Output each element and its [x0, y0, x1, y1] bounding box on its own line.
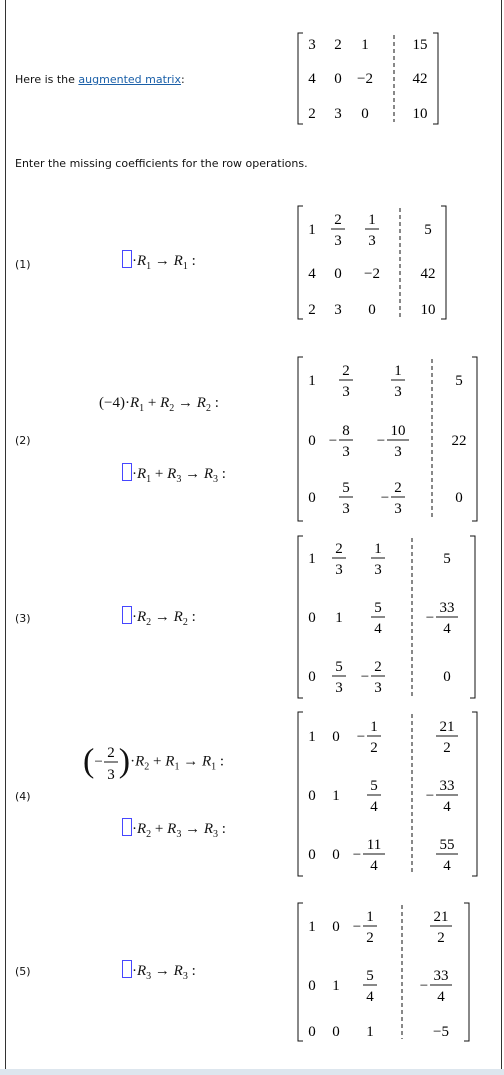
svg-text:4: 4 [443, 858, 451, 874]
step-label-4: (4) [15, 790, 31, 803]
svg-text:5: 5 [374, 600, 382, 616]
entry-r1-c3 [353, 909, 377, 946]
svg-text:−: − [356, 729, 366, 745]
svg-text:3: 3 [368, 233, 376, 249]
svg-text:55: 55 [439, 837, 455, 853]
svg-text:42: 42 [412, 71, 428, 87]
svg-text:33: 33 [439, 600, 455, 616]
svg-text:11: 11 [366, 837, 382, 853]
augmented-matrix-link[interactable]: augmented matrix [78, 73, 181, 86]
svg-text:−: − [419, 978, 429, 994]
entry-r1-c4 [430, 909, 452, 946]
svg-text:4: 4 [370, 858, 378, 874]
svg-text:5: 5 [455, 373, 463, 389]
svg-text:1: 1 [374, 541, 382, 557]
svg-text:1: 1 [308, 919, 316, 935]
left-bracket [298, 903, 303, 1041]
entry-r3-c4 [433, 1024, 449, 1040]
svg-text:0: 0 [308, 978, 316, 994]
svg-text:42: 42 [420, 266, 436, 282]
svg-text:−: − [328, 433, 338, 449]
svg-text:3: 3 [394, 501, 402, 517]
svg-text:2: 2 [334, 212, 342, 228]
svg-text:−: − [352, 847, 362, 863]
svg-text:2: 2 [308, 302, 316, 318]
svg-text:−2: −2 [364, 266, 380, 282]
row-op-4a: (− 2 3 )$\cdot R_2 + R_1 \to R_1$ : [83, 742, 225, 782]
svg-text:3: 3 [394, 384, 402, 400]
svg-text:0: 0 [332, 729, 340, 745]
svg-text:2: 2 [335, 541, 343, 557]
svg-text:3: 3 [334, 302, 342, 318]
row-op-3: $\cdot R_2 \to R_2$ : [122, 606, 196, 628]
step-label-1: (1) [15, 258, 31, 271]
svg-text:0: 0 [455, 490, 463, 506]
svg-text:5: 5 [424, 222, 432, 238]
svg-text:4: 4 [308, 71, 316, 87]
row-op-2b: $\cdot R_1 + R_3 \to R_3$ : [122, 463, 226, 485]
svg-text:22: 22 [451, 433, 467, 449]
svg-text:5: 5 [335, 659, 343, 675]
svg-text:33: 33 [433, 968, 449, 984]
svg-text:0: 0 [308, 847, 316, 863]
svg-text:0: 0 [361, 106, 369, 122]
step-label-5: (5) [15, 965, 31, 978]
svg-text:0: 0 [332, 1024, 340, 1040]
svg-text:1: 1 [394, 363, 402, 379]
svg-text:3: 3 [342, 501, 350, 517]
svg-text:−: − [425, 788, 435, 804]
entry-r1-c1 [308, 919, 316, 935]
svg-text:10: 10 [412, 106, 428, 122]
svg-text:0: 0 [308, 610, 316, 626]
svg-text:21: 21 [433, 909, 449, 925]
svg-text:1: 1 [370, 719, 378, 735]
svg-text:5: 5 [443, 551, 451, 567]
svg-text:0: 0 [308, 490, 316, 506]
svg-text:3: 3 [334, 233, 342, 249]
entry-r3-c1 [308, 1024, 316, 1040]
svg-text:−5: −5 [433, 1024, 449, 1040]
svg-text:2: 2 [342, 363, 350, 379]
entry-r3-c3 [366, 1024, 374, 1040]
svg-text:2: 2 [374, 659, 382, 675]
svg-text:2: 2 [308, 106, 316, 122]
svg-text:0: 0 [443, 669, 451, 685]
svg-text:0: 0 [308, 788, 316, 804]
svg-text:3: 3 [374, 680, 382, 696]
step-label-3: (3) [15, 612, 31, 625]
svg-text:4: 4 [443, 799, 451, 815]
row-op-4b: $\cdot R_2 + R_3 \to R_3$ : [122, 818, 226, 840]
row-op-5: $\cdot R_3 \to R_3$ : [122, 960, 196, 982]
svg-text:33: 33 [439, 778, 455, 794]
right-bracket [464, 903, 469, 1041]
svg-text:5: 5 [342, 480, 350, 496]
svg-text:10: 10 [420, 302, 436, 318]
svg-text:1: 1 [308, 551, 316, 567]
svg-text:3: 3 [342, 384, 350, 400]
svg-text:0: 0 [308, 669, 316, 685]
svg-text:0: 0 [308, 1024, 316, 1040]
svg-text:2: 2 [437, 930, 445, 946]
svg-text:2: 2 [394, 480, 402, 496]
svg-text:0: 0 [332, 919, 340, 935]
svg-text:4: 4 [370, 799, 378, 815]
svg-text:10: 10 [390, 423, 406, 439]
svg-text:3: 3 [107, 767, 115, 782]
svg-text:4: 4 [366, 989, 374, 1005]
svg-text:3: 3 [374, 562, 382, 578]
svg-text:4: 4 [374, 621, 382, 637]
svg-text:−: − [352, 919, 362, 935]
svg-text:−: − [425, 610, 435, 626]
svg-text:0: 0 [308, 433, 316, 449]
svg-text:4: 4 [437, 989, 445, 1005]
svg-text:0: 0 [368, 302, 376, 318]
instruction-text: Enter the missing coefficients for the row operations. [15, 157, 308, 170]
svg-text:0: 0 [334, 266, 342, 282]
row-op-1: $\cdot R_1 \to R_1$ : [122, 250, 196, 272]
svg-text:1: 1 [308, 729, 316, 745]
svg-text:−: − [376, 433, 386, 449]
entry-r1-c2 [332, 919, 340, 935]
svg-text:5: 5 [370, 778, 378, 794]
svg-text:8: 8 [342, 423, 350, 439]
svg-text:4: 4 [443, 621, 451, 637]
svg-text:1: 1 [361, 37, 369, 53]
svg-text:2: 2 [366, 930, 374, 946]
svg-text:4: 4 [308, 266, 316, 282]
entry-r2-c1 [308, 978, 316, 994]
svg-text:15: 15 [412, 37, 428, 53]
entry-r3-c2 [332, 1024, 340, 1040]
svg-text:2: 2 [334, 37, 342, 53]
svg-text:3: 3 [342, 444, 350, 460]
svg-text:−: − [360, 669, 370, 685]
entry-r2-c2 [332, 978, 340, 994]
entry-r2-c3 [363, 968, 377, 1005]
svg-text:1: 1 [332, 788, 340, 804]
intro-text: Here is the augmented matrix: [15, 73, 185, 86]
svg-text:3: 3 [335, 562, 343, 578]
svg-text:3: 3 [335, 680, 343, 696]
row-op-2a: $(-4)\cdot R_1 + R_2 \to R_2$ : [99, 395, 219, 414]
svg-text:−2: −2 [357, 71, 373, 87]
step-label-2: (2) [15, 434, 31, 447]
svg-text:1: 1 [308, 373, 316, 389]
svg-text:5: 5 [366, 968, 374, 984]
svg-text:3: 3 [308, 37, 316, 53]
svg-text:2: 2 [443, 740, 451, 756]
svg-text:−: − [380, 490, 390, 506]
svg-text:3: 3 [394, 444, 402, 460]
svg-text:1: 1 [368, 212, 376, 228]
svg-text:2: 2 [370, 740, 378, 756]
svg-text:1: 1 [332, 978, 340, 994]
svg-text:1: 1 [335, 610, 343, 626]
svg-text:3: 3 [334, 106, 342, 122]
svg-text:1: 1 [366, 1024, 374, 1040]
svg-text:0: 0 [334, 71, 342, 87]
svg-text:2: 2 [107, 745, 115, 761]
svg-text:1: 1 [308, 222, 316, 238]
svg-text:21: 21 [439, 719, 455, 735]
entry-r2-c4 [420, 968, 452, 1005]
svg-text:0: 0 [332, 847, 340, 863]
svg-text:1: 1 [366, 909, 374, 925]
